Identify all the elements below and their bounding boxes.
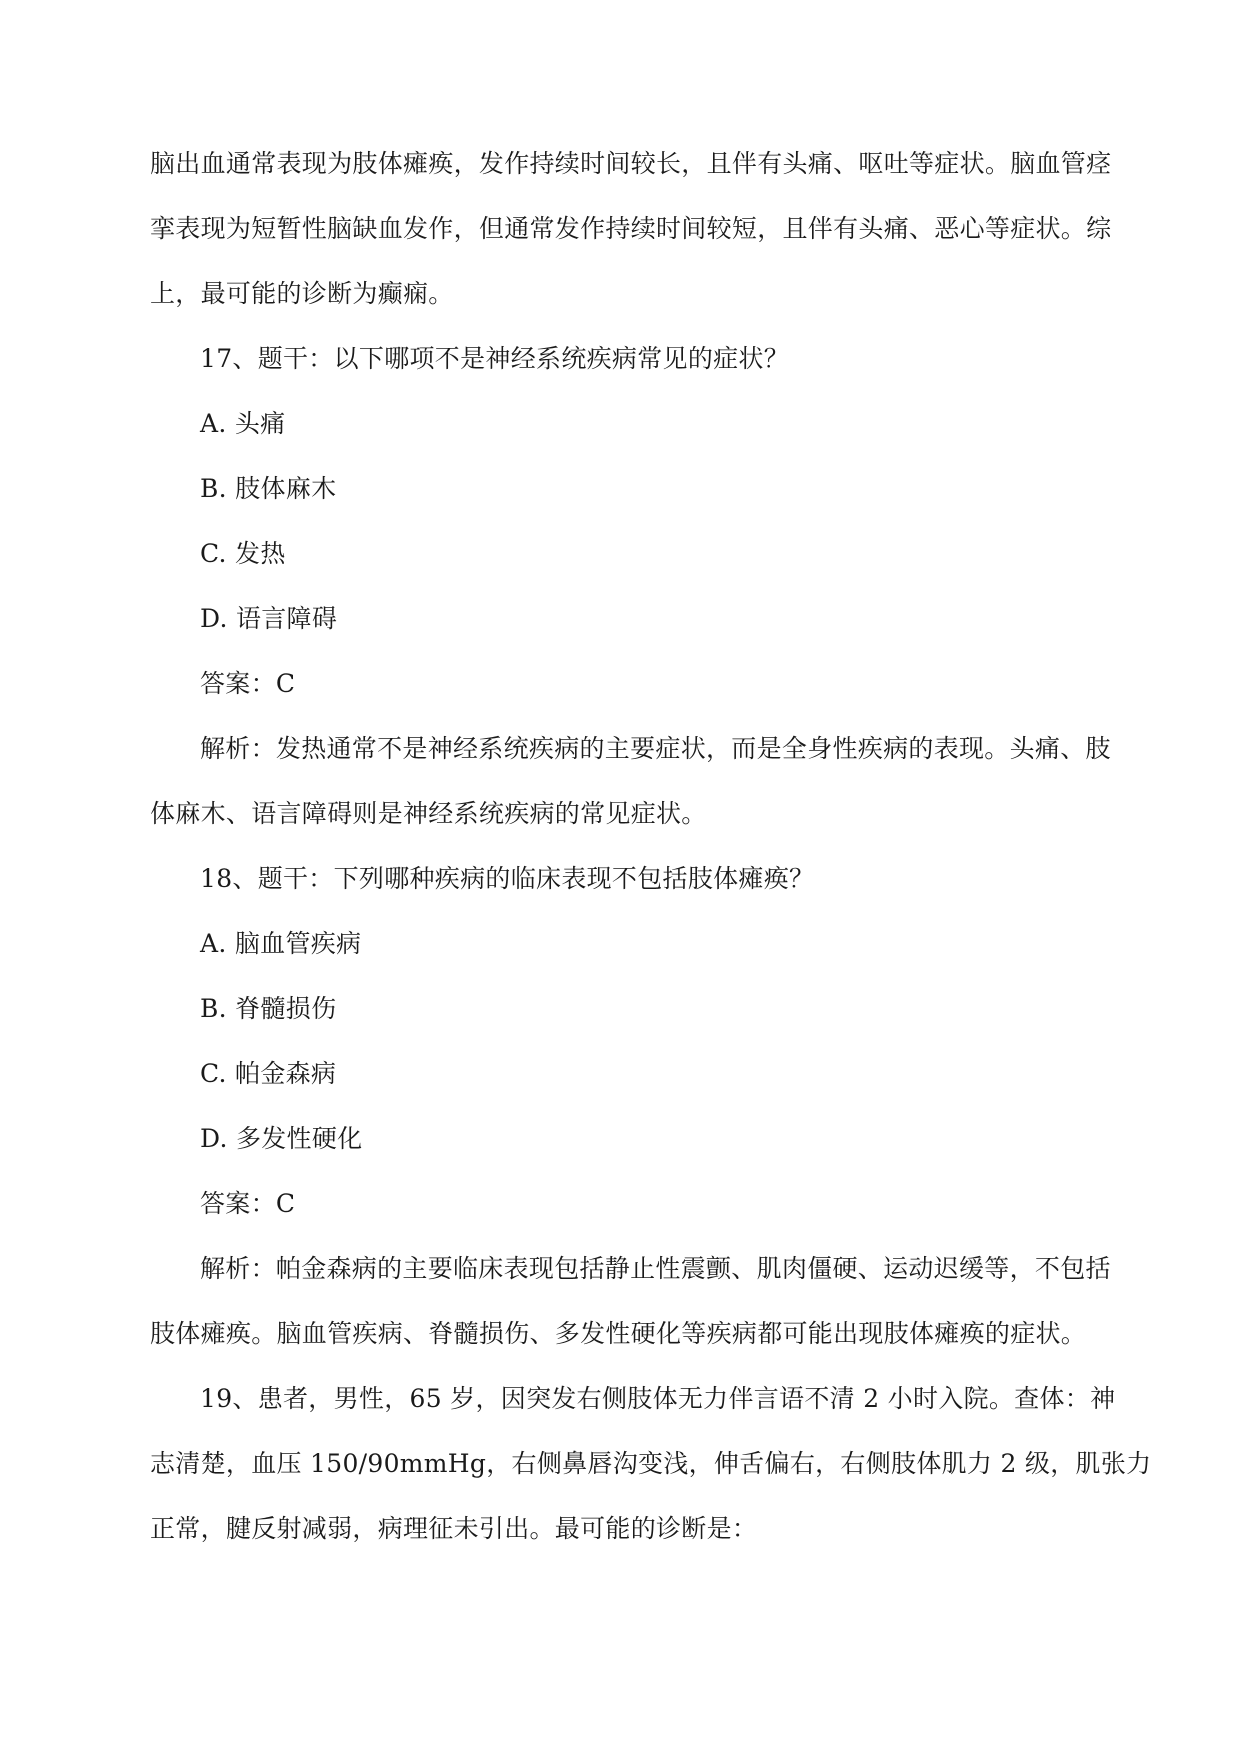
question-19-continued: 志清楚，血压 150/90mmHg，右侧鼻唇沟变浅，伸舌偏右，右侧肢体肌力 2 级，肌张力	[150, 1449, 1152, 1478]
explanation-continued: 体麻木、语言障碍则是神经系统疾病的常见症状。	[150, 799, 707, 828]
answer: 答案：C	[200, 1189, 296, 1218]
paragraph-line: 上，最可能的诊断为癫痫。	[150, 279, 454, 308]
option-d: D. 多发性硬化	[200, 1124, 363, 1153]
question-17-stem: 17、题干：以下哪项不是神经系统疾病常见的症状？	[200, 344, 790, 373]
option-c: C. 帕金森病	[200, 1059, 337, 1088]
explanation-continued: 肢体瘫痪。脑血管疾病、脊髓损伤、多发性硬化等疾病都可能出现肢体瘫痪的症状。	[150, 1319, 1087, 1348]
option-b: B. 肢体麻木	[200, 474, 337, 503]
paragraph-line: 脑出血通常表现为肢体瘫痪，发作持续时间较长，且伴有头痛、呕吐等症状。脑血管痉	[150, 149, 1112, 178]
explanation: 解析：发热通常不是神经系统疾病的主要症状，而是全身性疾病的表现。头痛、肢	[200, 734, 1111, 763]
question-19-stem: 19、患者，男性，65 岁，因突发右侧肢体无力伴言语不清 2 小时入院。查体：神	[200, 1384, 1116, 1413]
option-a: A. 脑血管疾病	[200, 929, 362, 958]
option-d: D. 语言障碍	[200, 604, 338, 633]
option-b: B. 脊髓损伤	[200, 994, 337, 1023]
question-19-continued: 正常，腱反射减弱，病理征未引出。最可能的诊断是：	[150, 1514, 758, 1543]
option-c: C. 发热	[200, 539, 286, 568]
answer: 答案：C	[200, 669, 296, 698]
paragraph-line: 挛表现为短暂性脑缺血发作，但通常发作持续时间较短，且伴有头痛、恶心等症状。综	[150, 214, 1112, 243]
explanation: 解析：帕金森病的主要临床表现包括静止性震颤、肌肉僵硬、运动迟缓等，不包括	[200, 1254, 1111, 1283]
question-18-stem: 18、题干：下列哪种疾病的临床表现不包括肢体瘫痪？	[200, 864, 815, 893]
option-a: A. 头痛	[200, 409, 286, 438]
